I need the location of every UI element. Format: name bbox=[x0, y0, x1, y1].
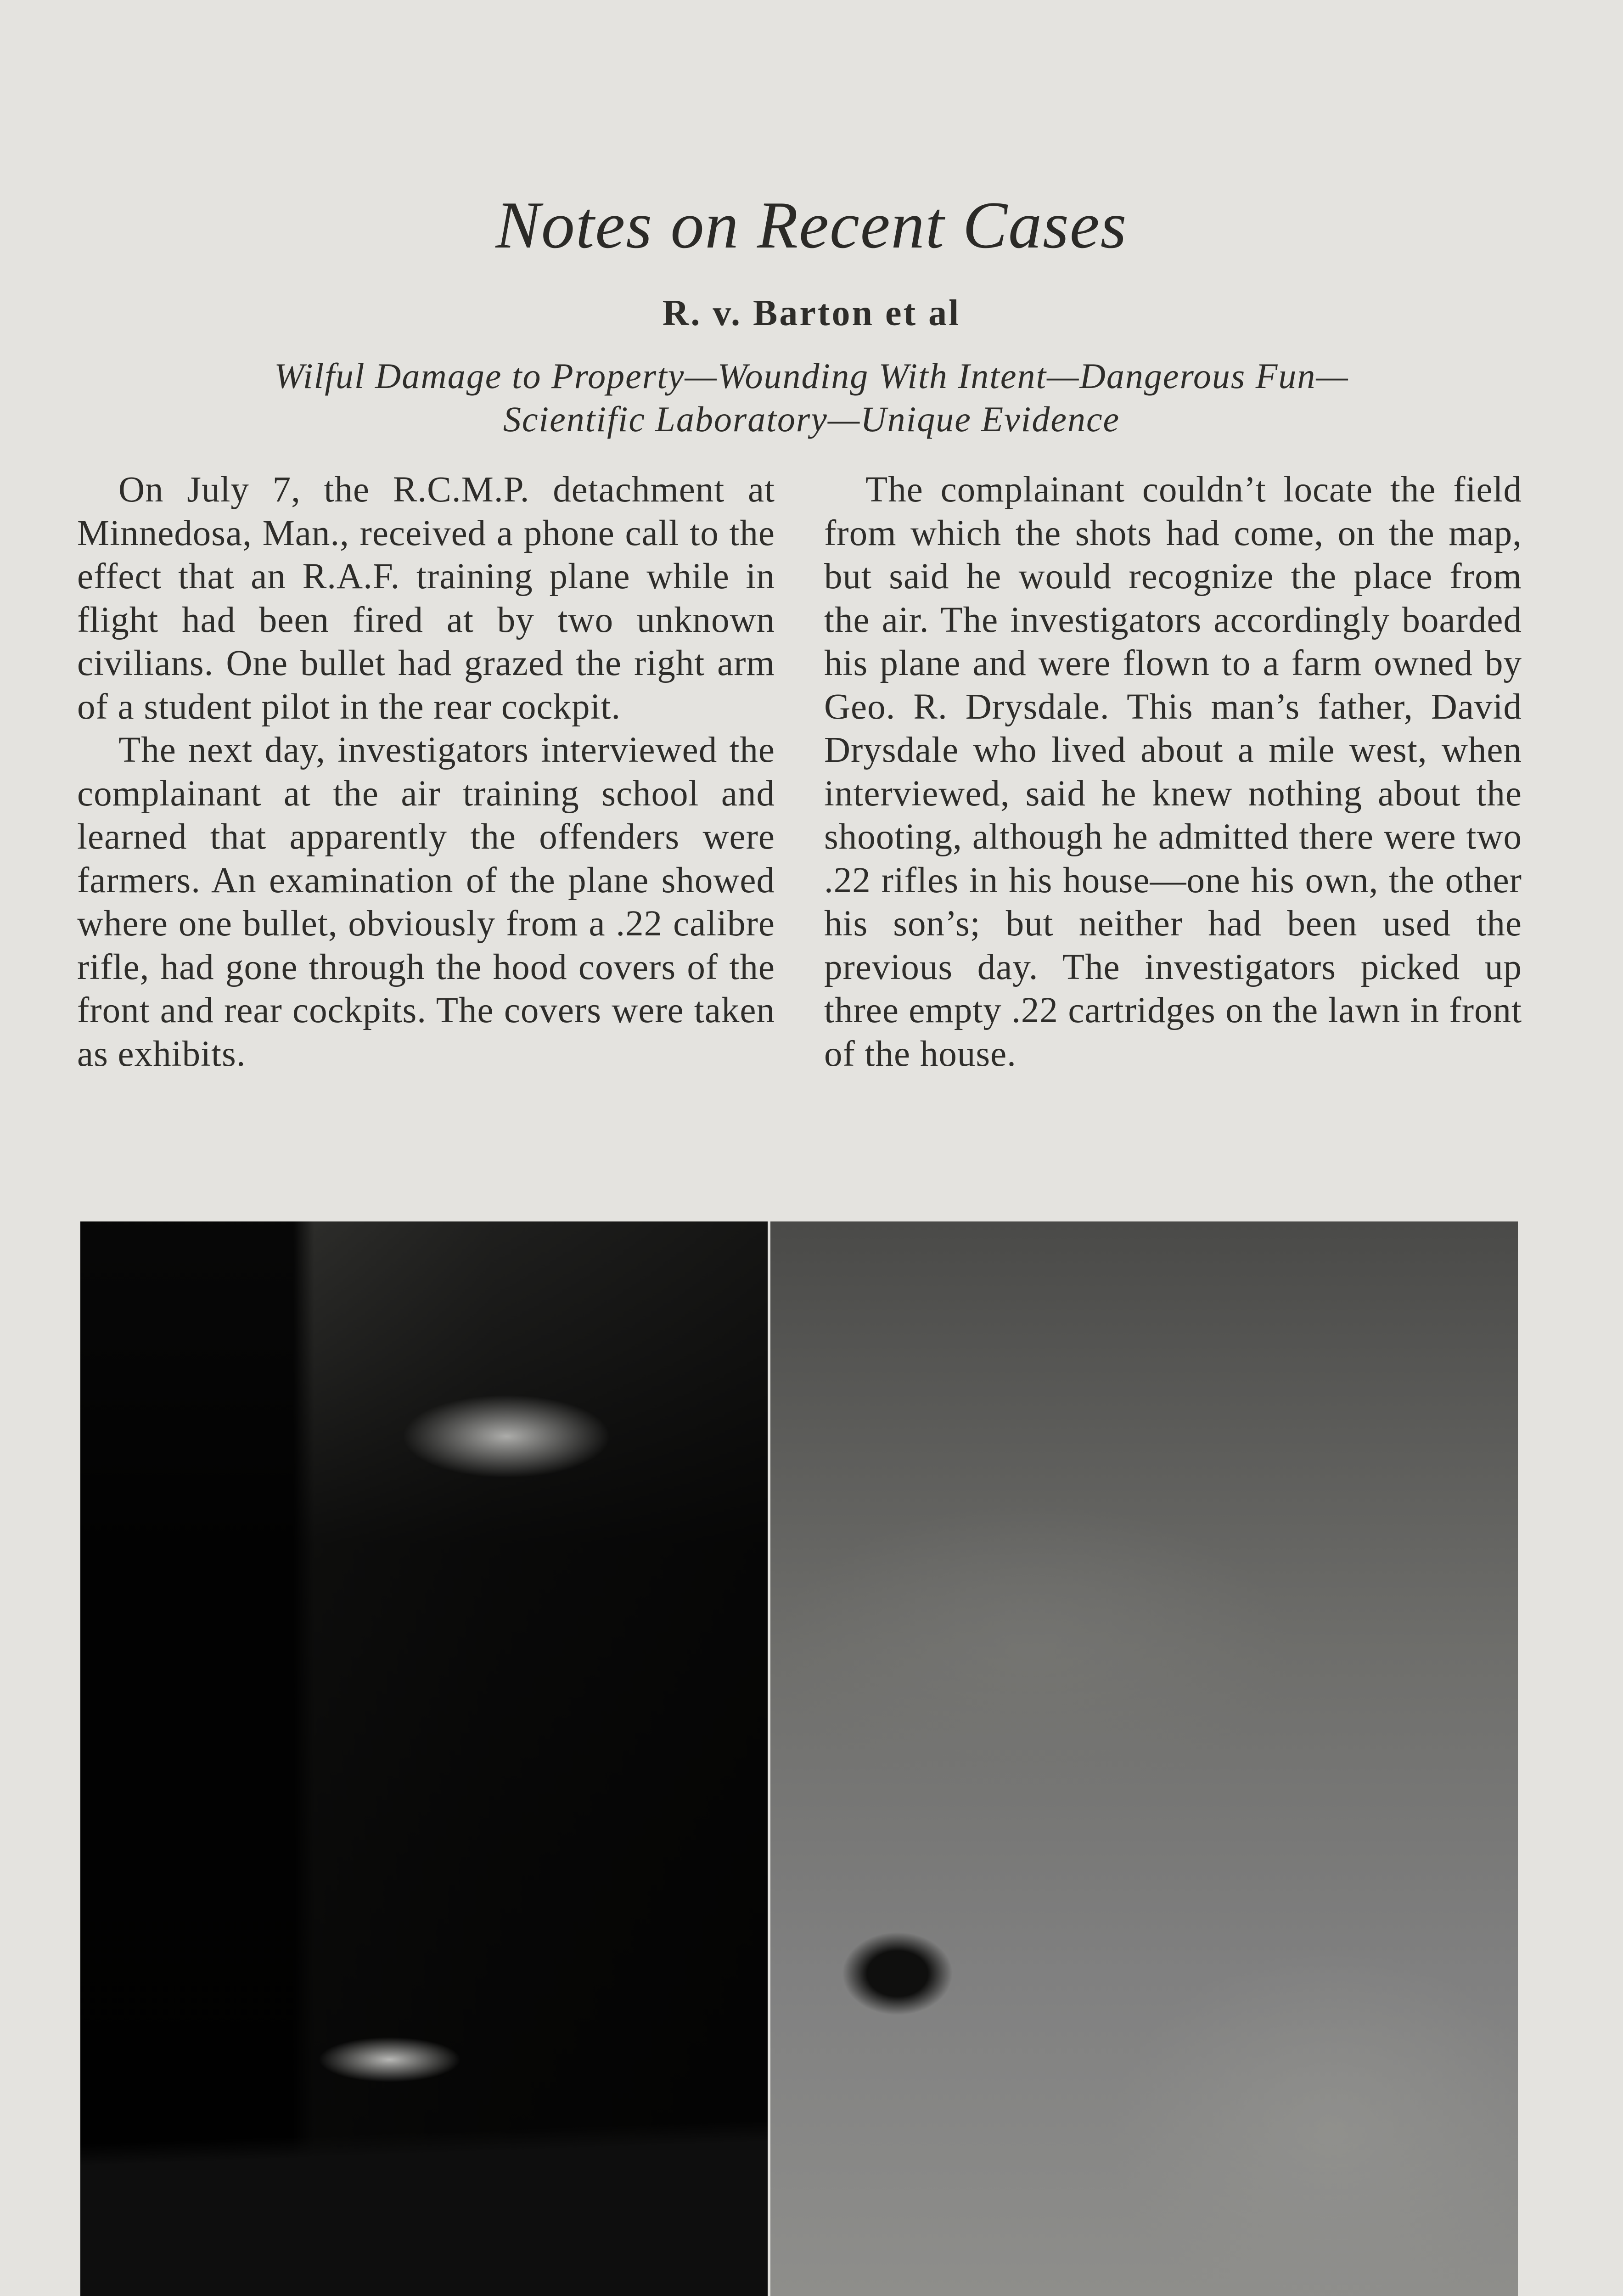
case-subtitle bbox=[138, 355, 1485, 441]
photo-metal-frame-impression bbox=[80, 1221, 768, 2296]
photo-plasticine-impression bbox=[770, 1221, 1518, 2296]
paragraph: On July 7, the R.C.M.P. detachment at Minnedosa, Man., received a phone call to the effect that an R.A.F. training plane while in flight had been fired at by two unknown civilians. One bullet had grazed the right arm of a student pilot in the rear cockpit. bbox=[77, 470, 775, 727]
section-title: Notes on Recent Cases bbox=[495, 188, 1128, 262]
case-name: R. v. Barton et al bbox=[662, 293, 961, 333]
subtitle-line-2: Scientific Laboratory—Unique Evidence bbox=[503, 399, 1120, 439]
paragraph: The next day, investigators interviewed the complainant at the air training school and learned that apparently the offenders were farmers. An examination of the plane showed where one bullet, obviously from a .22 calibre rifle, had gone through the hood covers of the front and rear cockpits. The covers were taken as exhibits. bbox=[77, 730, 775, 1074]
left-column bbox=[77, 468, 775, 1076]
paragraph: The complainant couldn’t locate the field from which the shots had come, on the map, but said he would recognize the place from the air. The investigators accordingly boarded his plane and were flown to a farm owned by Geo. R. Drysdale. This man’s father, David Drysdale who lived about a mile west, when interviewed, said he knew nothing about the shooting, although he admitted there were two .22 rifles in his house—one his own, the other his son’s; but neither had been used the previous day. The investigators picked up three empty .22 cartridges on the lawn in front of the house. bbox=[824, 470, 1522, 1074]
right-column bbox=[824, 468, 1522, 1076]
subtitle-line-1: Wilful Damage to Property—Wounding With Intent—Dangerous Fun— bbox=[274, 356, 1349, 396]
